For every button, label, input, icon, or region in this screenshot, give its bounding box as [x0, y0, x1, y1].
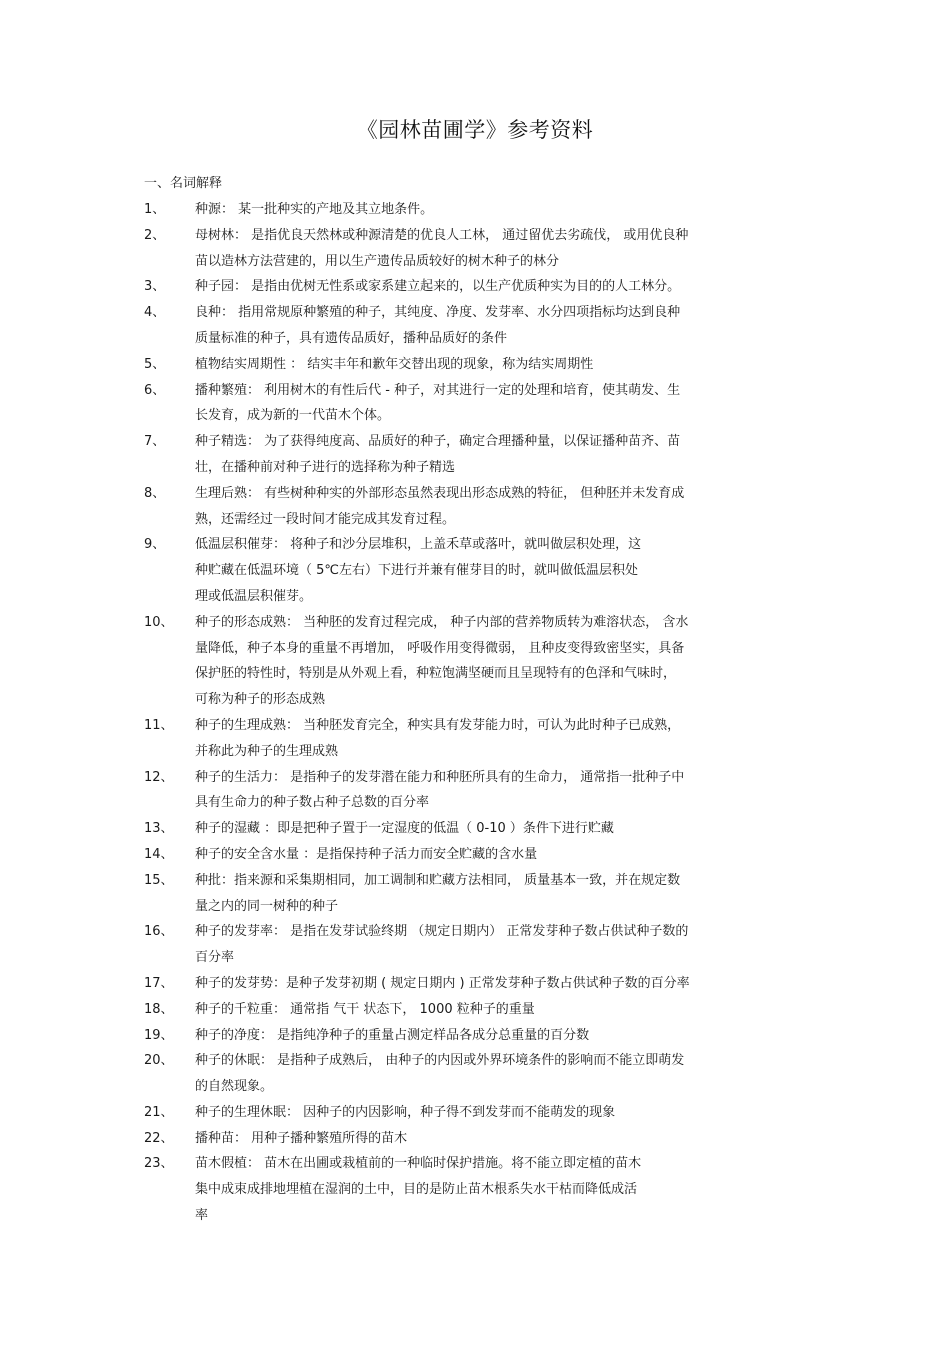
term-number: 13、 [144, 821, 174, 837]
term-number: 7、 [144, 434, 166, 450]
term-definition: 种子的安全含水量 ：是指保持种子活力而安全贮藏的含水量 [195, 846, 538, 862]
term-definition: 种源： 某一批种实的产地及其立地条件。 [195, 202, 434, 217]
term-definition: 种子的形态成熟： 当种胚的发育过程完成， 种子内部的营养物质转为难溶状态， 含水 量降低，种子本身的重量不再增加， 呼吸作用变得微弱， 且种皮变得致密坚实，具备 保护胚的特性时，特别是从外观上看，种粒饱满坚硬而且呈现特有的色泽和气味时， 可称为种子的形态成熟 [195, 614, 689, 708]
term-item [0, 197, 950, 223]
term-item [0, 481, 950, 533]
term-number: 21、 [144, 1104, 174, 1120]
term-item [0, 1023, 950, 1049]
term-number: 14、 [144, 846, 174, 862]
term-item [0, 223, 950, 275]
term-definition: 种批：指来源和采集期相同，加工调制和贮藏方法相同， 质量基本一致，并在规定数 量之内的同一树种的种子 [195, 872, 681, 914]
term-item [0, 1048, 950, 1100]
term-definition: 种子的发芽势：是种子发芽初期 ( 规定日期内 ) 正常发芽种子数占供试种子数的百分率 [195, 975, 690, 991]
term-number: 12、 [144, 769, 174, 785]
term-item [0, 765, 950, 817]
term-item [0, 868, 950, 920]
term-number: 16、 [144, 924, 174, 940]
term-item [0, 352, 950, 378]
term-number: 5、 [144, 356, 166, 372]
term-definition: 种子的生理休眠： 因种子的内因影响，种子得不到发芽而不能萌发的现象 [195, 1104, 616, 1120]
term-item [0, 300, 950, 352]
term-number: 6、 [144, 382, 166, 398]
term-number: 1、 [144, 202, 166, 217]
term-definition: 种子的休眠： 是指种子成熟后， 由种子的内因或外界环境条件的影响而不能立即萌发 的自然现象。 [195, 1053, 685, 1095]
term-item [0, 1100, 950, 1126]
term-definition: 母树林： 是指优良天然林或种源清楚的优良人工林， 通过留优去劣疏伐， 或用优良种 苗以造林方法营建的，用以生产遗传品质较好的树木种子的林分 [195, 227, 689, 269]
section-heading: 一、名词解释 [144, 176, 223, 191]
term-number: 20、 [144, 1053, 174, 1069]
term-definition: 播种苗： 用种子播种繁殖所得的苗木 [195, 1130, 408, 1146]
term-definition: 种子的湿藏 ：即是把种子置于一定湿度的低温（ 0-10 ）条件下进行贮藏 [195, 821, 614, 837]
page-title: 《园林苗圃学》参考资料 [356, 118, 594, 142]
term-definition: 种子的净度： 是指纯净种子的重量占测定样品各成分总重量的百分数 [195, 1027, 590, 1043]
term-item [0, 713, 950, 765]
term-number: 3、 [144, 279, 166, 295]
term-number: 9、 [144, 537, 166, 553]
term-definition: 种子园： 是指由优树无性系或家系建立起来的，以生产优质种实为目的的人工林分。 [195, 279, 681, 295]
term-number: 4、 [144, 305, 166, 321]
term-item [0, 610, 950, 713]
term-number: 2、 [144, 227, 166, 243]
term-item [0, 971, 950, 997]
term-item [0, 1126, 950, 1152]
term-list [0, 197, 950, 1229]
term-definition: 生理后熟： 有些树种种实的外部形态虽然表现出形态成熟的特征， 但种胚并未发育成 熟，还需经过一段时间才能完成其发育过程。 [195, 485, 685, 527]
term-definition: 种子的千粒重： 通常指 气干 状态下， 1000 粒种子的重量 [195, 1001, 535, 1017]
term-item [0, 997, 950, 1023]
term-item [0, 1151, 950, 1228]
term-number: 17、 [144, 975, 174, 991]
term-definition: 良种： 指用常规原种繁殖的种子，其纯度、净度、发芽率、水分四项指标均达到良种 质量标准的种子，具有遗传品质好，播种品质好的条件 [195, 305, 681, 346]
term-number: 8、 [144, 485, 166, 501]
term-definition: 植物结实周期性 ： 结实丰年和歉年交替出现的现象，称为结实周期性 [195, 356, 594, 372]
term-number: 23、 [144, 1156, 174, 1172]
term-item [0, 429, 950, 481]
term-item [0, 816, 950, 842]
term-item [0, 532, 950, 609]
term-number: 19、 [144, 1027, 174, 1043]
term-definition: 播种繁殖： 利用树木的有性后代 - 种子，对其进行一定的处理和培育，使其萌发、生 长发育，成为新的一代苗木个体。 [195, 382, 681, 424]
term-definition: 苗木假植： 苗木在出圃或栽植前的一种临时保护措施。将不能立即定植的苗木 集中成束成排地埋植在湿润的土中，目的是防止苗木根系失水干枯而降低成活 率 [195, 1156, 642, 1224]
term-item [0, 919, 950, 971]
term-number: 15、 [144, 872, 174, 888]
term-definition: 低温层积催芽： 将种子和沙分层堆积，上盖禾草或落叶，就叫做层积处理，这 种贮藏在低温环境（ 5℃左右）下进行并兼有催芽目的时，就叫做低温层积处 理或低温层积催芽。 [195, 537, 642, 604]
term-number: 11、 [144, 717, 174, 733]
term-definition: 种子的生活力： 是指种子的发芽潜在能力和种胚所具有的生命力， 通常指一批种子中 具有生命力的种子数占种子总数的百分率 [195, 769, 685, 811]
term-number: 18、 [144, 1001, 174, 1017]
term-number: 22、 [144, 1130, 174, 1146]
term-number: 10、 [144, 614, 174, 630]
term-definition: 种子的生理成熟： 当种胚发育完全，种实具有发芽能力时，可认为此时种子已成熟， 并称此为种子的生理成熟 [195, 717, 681, 759]
term-definition: 种子精选： 为了获得纯度高、品质好的种子，确定合理播种量，以保证播种苗齐、苗 壮，在播种前对种子进行的选择称为种子精选 [195, 434, 681, 475]
term-item [0, 378, 950, 430]
term-item [0, 842, 950, 868]
term-definition: 种子的发芽率： 是指在发芽试验终期 （规定日期内） 正常发芽种子数占供试种子数的 百分率 [195, 924, 689, 966]
term-item [0, 274, 950, 300]
